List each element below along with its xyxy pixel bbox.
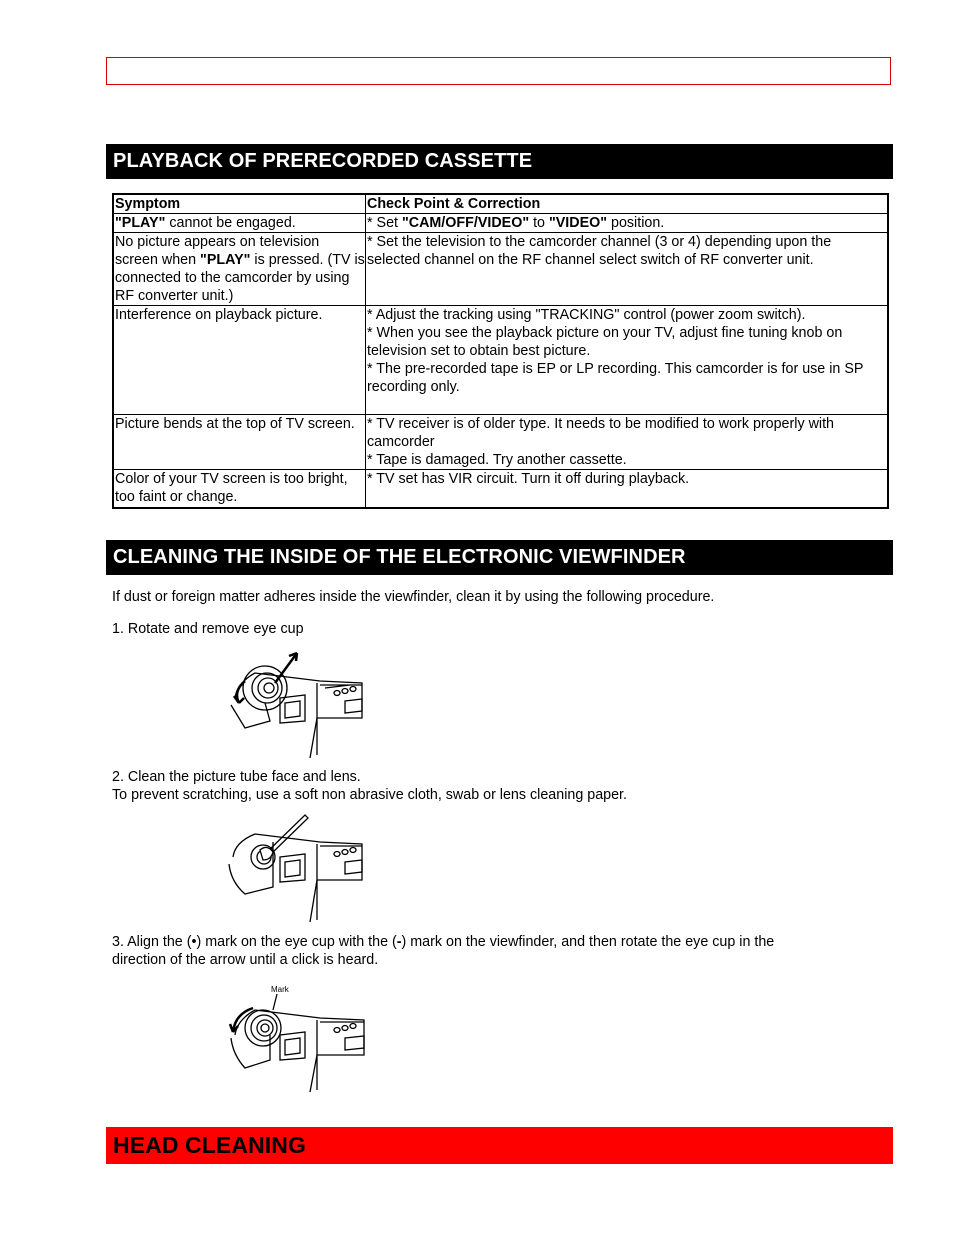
check-cell — [366, 470, 889, 508]
table-row — [113, 306, 888, 415]
header-frame — [106, 57, 891, 85]
mark-label: Mark — [271, 985, 289, 994]
text: No picture appears on television screen when — [115, 234, 320, 268]
symptom-cell — [113, 415, 366, 470]
bold-text: "PLAY" — [200, 252, 251, 268]
symptom-cell — [113, 306, 366, 415]
dot-mark: • — [191, 934, 197, 950]
text: to — [529, 215, 549, 231]
text: 3. Align the ( — [112, 934, 192, 950]
eye-cup-attach-illustration — [225, 980, 367, 1094]
text: * Set — [367, 215, 402, 231]
cleaning-intro: If dust or foreign matter adheres inside the viewfinder, clean it by using the following procedure. — [112, 589, 715, 605]
text-line: * The pre-recorded tape is EP or LP recording. This camcorder is for use in SP recording only. — [367, 361, 864, 395]
step-3-line-1 — [112, 933, 774, 951]
table-row — [113, 233, 888, 306]
bold-text: "PLAY" — [115, 215, 166, 231]
dash-mark: - — [396, 934, 402, 950]
bold-text: "CAM/OFF/VIDEO" — [401, 215, 530, 231]
section-title-head-cleaning: HEAD CLEANING — [106, 1127, 893, 1164]
section-title-playback: PLAYBACK OF PRERECORDED CASSETTE — [106, 144, 893, 179]
check-cell — [366, 233, 889, 306]
check-cell — [366, 306, 889, 415]
check-cell — [366, 214, 889, 233]
symptom-cell — [113, 233, 366, 306]
text: is pressed. (TV is connected to the camcorder by using RF converter unit.) — [115, 252, 365, 304]
text: ) mark on the viewfinder, and then rotate the eye cup in the — [401, 934, 775, 950]
text: * Set the television to the camcorder channel (3 or 4) depending upon the selected channel on the RF channel select switch of RF converter unit. — [367, 234, 832, 268]
column-header-symptom: Symptom — [113, 194, 366, 214]
section-title-cleaning: CLEANING THE INSIDE OF THE ELECTRONIC VIEWFINDER — [106, 540, 893, 575]
check-cell — [366, 415, 889, 470]
column-header-check: Check Point & Correction — [366, 194, 889, 214]
text: Picture bends at the top of TV screen. — [115, 416, 355, 432]
table-row — [113, 415, 888, 470]
table-row — [113, 470, 888, 508]
lens-cleaning-illustration — [225, 812, 365, 926]
troubleshooting-table — [112, 193, 889, 509]
step-2-note: To prevent scratching, use a soft non abrasive cloth, swab or lens cleaning paper. — [112, 787, 627, 803]
text: position. — [607, 215, 665, 231]
symptom-cell — [113, 470, 366, 508]
text-line: * TV receiver is of older type. It needs to be modified to work properly with camcorder — [367, 416, 834, 450]
text: Color of your TV screen is too bright, too faint or change. — [115, 471, 348, 505]
step-3-line-2: direction of the arrow until a click is heard. — [112, 952, 379, 968]
step-1: 1. Rotate and remove eye cup — [112, 621, 304, 637]
text-line: * Adjust the tracking using "TRACKING" control (power zoom switch). — [367, 307, 806, 323]
bold-text: "VIDEO" — [548, 215, 608, 231]
table-header-row — [113, 194, 888, 214]
text: * TV set has VIR circuit. Turn it off during playback. — [367, 471, 690, 487]
text: ) mark on the eye cup with the ( — [196, 934, 397, 950]
text-line: * Tape is damaged. Try another cassette. — [367, 452, 627, 468]
text: cannot be engaged. — [165, 215, 296, 231]
symptom-cell — [113, 214, 366, 233]
step-2-title: 2. Clean the picture tube face and lens. — [112, 769, 361, 785]
text-line: * When you see the playback picture on your TV, adjust fine tuning knob on television set to obtain best picture. — [367, 325, 843, 359]
table-row — [113, 214, 888, 233]
eye-cup-removal-illustration — [225, 643, 365, 761]
text: Interference on playback picture. — [115, 307, 323, 323]
